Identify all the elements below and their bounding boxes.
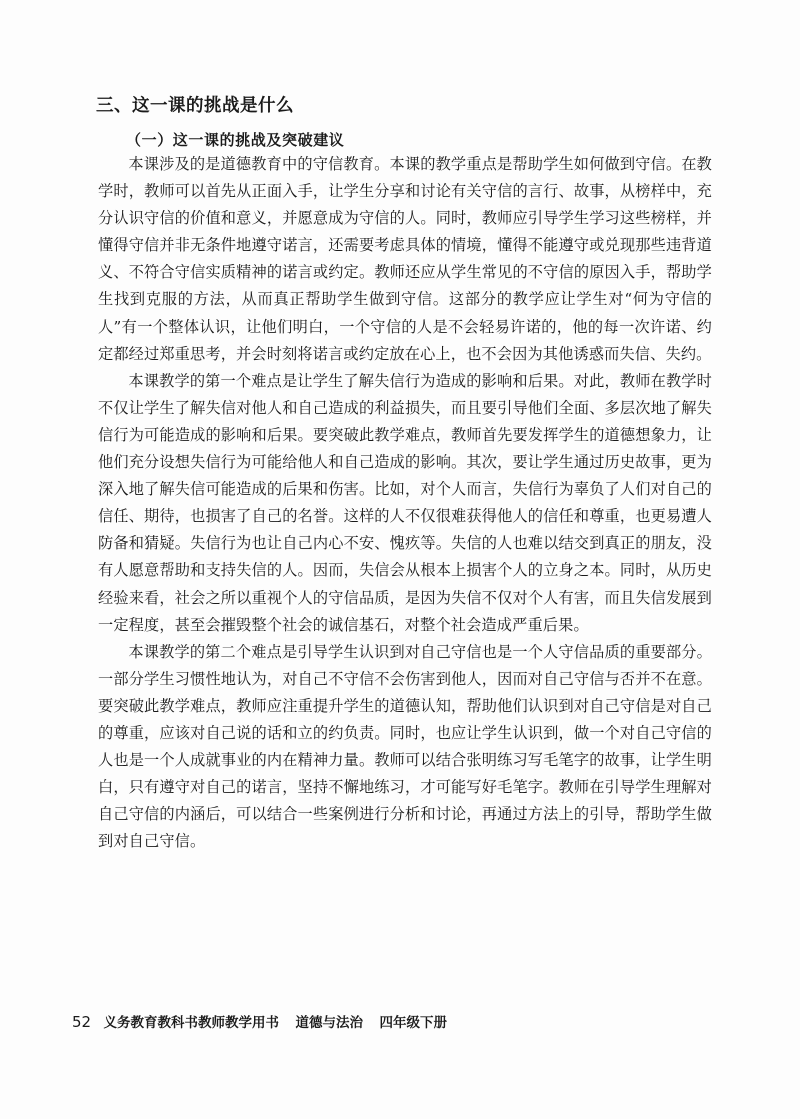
page-number: 52 [72, 1013, 92, 1031]
sub-heading: （一）这一课的挑战及突破建议 [126, 131, 345, 149]
paragraph-second-difficulty: 本课教学的第二个难点是引导学生认识到对自己守信也是一个人守信品质的重要部分。一部分学生习惯性地认为，对自己不守信不会伤害到他人，因而对自己守信与否并不在意。要突破此教学难点，教师应注重提升学生的道德认知，帮助他们认识到对自己守信是对自己的尊重，应该对自己说的话和立的约负责。同时，也应让学生认识到，做一个对自己守信的人也是一个人成就事业的内在精神力量。教师可以结合张明练习写毛笔字的故事，让学生明白，只有遵守对自己的诺言，坚持不懈地练习，才可能写好毛笔字。教师在引导学生理解对自己守信的内涵后，可以结合一些案例进行分析和讨论，再通过方法上的引导，帮助学生做到对自己守信。 [98, 642, 712, 851]
body-text [98, 151, 712, 855]
section-heading: 三、这一课的挑战是什么 [96, 96, 294, 116]
grade-label: 四年级下册 [379, 1015, 447, 1031]
paragraph-first-difficulty: 本课教学的第一个难点是让学生了解失信行为造成的影响和后果。对此，教师在教学时不仅让学生了解失信对他人和自己造成的利益损失，而且要引导他们全面、多层次地了解失信行为可能造成的影响和后果。要突破此教学难点，教师首先要发挥学生的道德想象力，让他们充分设想失信行为可能给他人和自己造成的影响。其次，要让学生通过历史故事，更为深入地了解失信可能造成的后果和伤害。比如，对个人而言，失信行为辜负了人们对自己的信任、期待，也损害了自己的名誉。这样的人不仅很难获得他人的信任和尊重，也更易遭人防备和猜疑。失信行为也让自己内心不安、愧疚等。失信的人也难以结交到真正的朋友，没有人愿意帮助和支持失信的人。因而，失信会从根本上损害个人的立身之本。同时，从历史经验来看，社会之所以重视个人的守信品质，是因为失信不仅对个人有害，而且失信发展到一定程度，甚至会摧毁整个社会的诚信基石，对整个社会造成严重后果。 [98, 371, 712, 634]
book-title: 义务教育教科书教师教学用书 [103, 1015, 280, 1031]
page-footer [72, 1011, 447, 1031]
subject-label: 道德与法治 [295, 1015, 363, 1031]
paragraph-teaching-focus: 本课涉及的是道德教育中的守信教育。本课的教学重点是帮助学生如何做到守信。在教学时，教师可以首先从正面入手，让学生分享和讨论有关守信的言行、故事，从榜样中，充分认识守信的价值和意义，并愿意成为守信的人。同时，教师应引导学生学习这些榜样，并懂得守信并非无条件地遵守诺言，还需要考虑具体的情境，懂得不能遵守或兑现那些违背道义、不符合守信实质精神的诺言或约定。教师还应从学生常见的不守信的原因入手，帮助学生找到克服的方法，从而真正帮助学生做到守信。这部分的教学应让学生对“何为守信的人”有一个整体认识，让他们明白，一个守信的人是不会轻易许诺的，他的每一次许诺、约定都经过郑重思考，并会时刻将诺言或约定放在心上，也不会因为其他诱惑而失信、失约。 [98, 155, 712, 363]
